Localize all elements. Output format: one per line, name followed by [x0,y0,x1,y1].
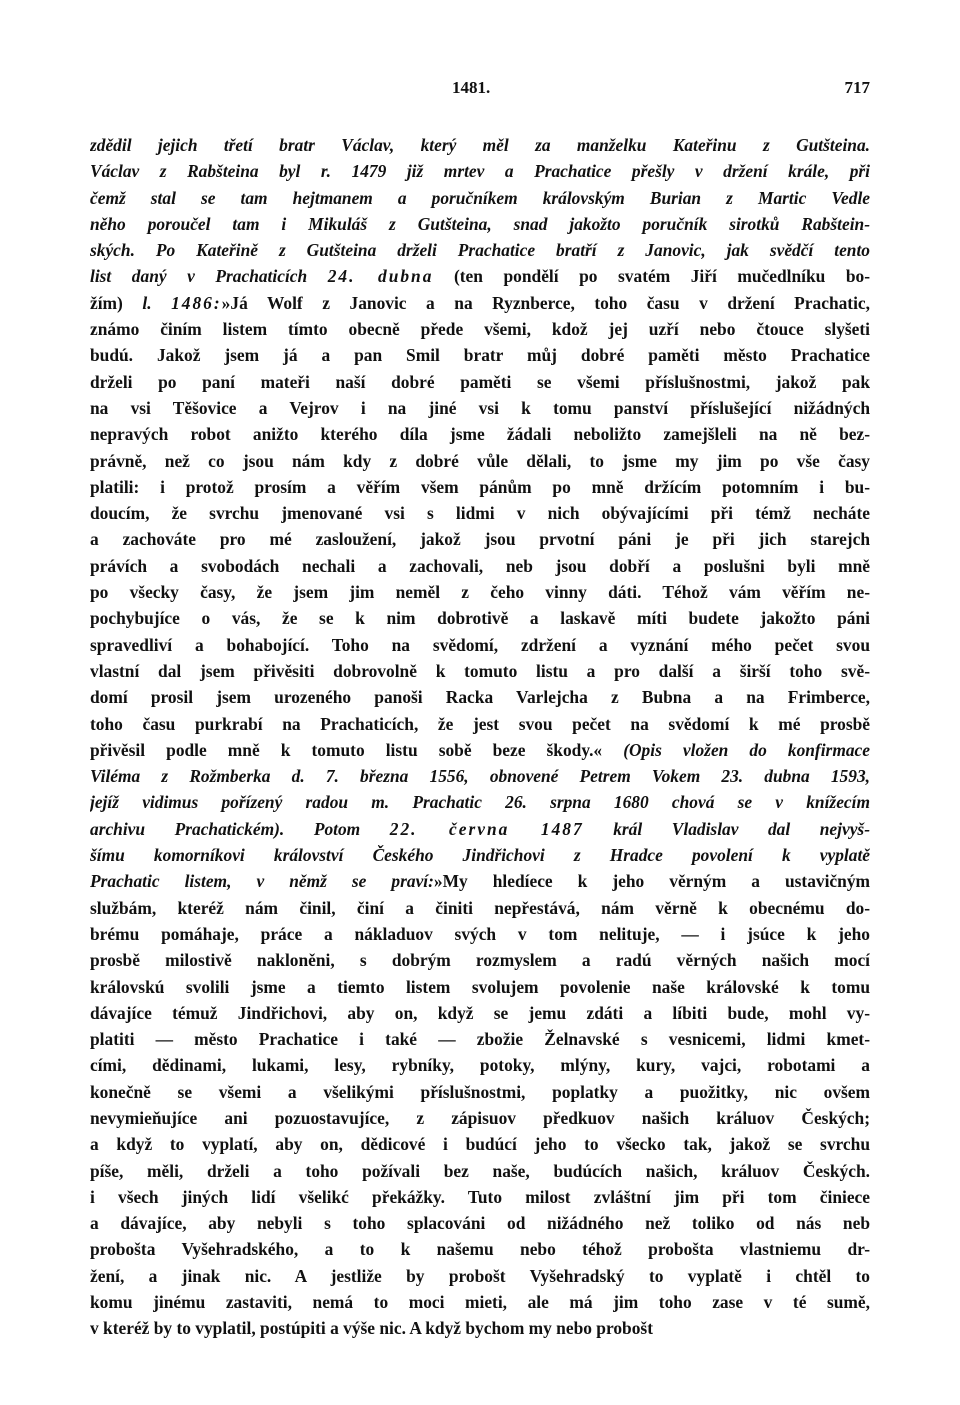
text-line [90,895,870,921]
text-line [90,1315,870,1341]
text-segment: platiti — město Prachatice i také — zbožie Želnavské s vesnicemi, lidmi kmet- [90,1029,870,1050]
text-line [90,1289,870,1315]
text-line [90,553,870,579]
text-line [90,816,870,842]
text-line [90,158,870,184]
text-line [90,421,870,447]
text-segment: šímu komorníkovi království Českého Jindřichovi z Hradce povolení k vyplatě [90,845,870,866]
text-segment: nepravých robot anižto kterého díla jsme žádali neboližto zamejšleli na ně bez- [90,424,870,445]
text-segment: cími, dědinami, lukami, lesy, rybníky, potoky, mlýny, kury, vajci, robotami a [90,1055,870,1076]
text-line [90,1105,870,1131]
text-line [90,132,870,158]
text-segment: žení, a jinak nic. A jestliže by probošt Vyšehradský to vyplatě i chtěl to [90,1265,870,1286]
text-line [90,711,870,737]
text-segment: vlastní dal jsem přivěsiti dobrovolně k tomuto listu a pro další a širší toho svě- [90,660,870,681]
text-segment: (Opis vložen do konfirmace [623,739,870,760]
text-segment: královskú svolili jsme a tiemto listem svolujem povolenie naše královské k tomu [90,976,870,997]
text-line [90,974,870,1000]
text-segment: doucím, že svrchu jmenované vsi s lidmi v nich obývajícími při témž necháte [90,503,870,524]
text-segment: budú. Jakož jsem já a pan Smil bratr můj dobré paměti město Prachatice [90,345,870,366]
text-line [90,211,870,237]
text-segment: žím) [90,292,143,313]
text-segment: komu jinému zastaviti, nemá to moci mieti, ale má jim toho zase v té sumě, [90,1292,870,1313]
body-text [90,132,870,1342]
text-segment: přivěsil podle mně k tomuto listu sobě beze škody.« [90,739,624,760]
text-segment: i všech jiných lidí všelikć překážky. Tuto milost zvláštní jim při tom činiece [90,1186,870,1207]
text-segment: Viléma z Rožmberka d. 7. března 1556, obnovené Petrem Vokem 23. dubna 1593, [90,766,870,787]
text-segment: Václav z Rabšteina byl r. 1479 již mrtev a Prachatice přešly v držení krále, při [90,161,870,182]
text-segment: Prachatic listem, v němž se praví: [90,871,434,892]
text-line [90,632,870,658]
text-segment: a zachováte pro mé zasloužení, jakož jsou prvotní páni je při jich starejch [90,529,870,550]
text-line [90,474,870,500]
text-segment: po všecky časy, že jsem jim neměl z čeho vinny dáti. Téhož vám věřím ne- [90,582,870,603]
text-segment: drželi po paní mateři naší dobré paměti se všemi příslušnostmi, jakož pak [90,371,870,392]
text-line [90,1263,870,1289]
text-segment: píše, měli, drželi a toho požívali bez naše, budúcích našich, králuov Českých. [90,1160,870,1181]
text-segment: toho času purkrabí na Prachaticích, že jest svou pečet na svědomí k mé prosbě [90,713,870,734]
text-line [90,789,870,815]
text-segment: pochybujíce o vás, že se k nim dobrotivě a laskavě míti budete jakožto páni [90,608,870,629]
text-segment: známo činím listem tímto obecně přede všemi, kdož jej uzří nebo čtouce slyšeti [90,319,870,340]
text-segment: a dávajíce, aby nebyli s toho splacováni od nižádného než toliko od nás neb [90,1213,870,1234]
text-segment: brému pomáhaje, práce a nákladuov svých v tom nelituje, — i jsúce k jeho [90,923,870,944]
text-line [90,1131,870,1157]
text-segment: právích a svobodách nechali a zachovali, neb jsou dobří a poslušni byli mně [90,555,870,576]
text-line [90,921,870,947]
text-line [90,1026,870,1052]
text-segment: zdědil jejich třetí bratr Václav, který měl za manželku Kateřinu z Gutšteina. [90,135,870,155]
text-segment: nevymieňujíce ani pozuostavujíce, z zápisuov předkuov našich králuov Českých; [90,1107,870,1128]
text-line [90,947,870,973]
text-segment: jejíž vidimus pořízený radou m. Prachatic 26. srpna 1680 chová se v knížecím [90,792,870,813]
text-line [90,842,870,868]
text-line [90,316,870,342]
text-line [90,369,870,395]
text-segment: ských. Po Kateřině z Gutšteina drželi Prachatice bratří z Janovic, jak svědčí tento [90,240,870,261]
text-line [90,1210,870,1236]
text-line [90,579,870,605]
text-line [90,605,870,631]
text-segment: 22. června 1487 [389,818,584,839]
text-line [90,237,870,263]
text-line [90,395,870,421]
text-segment: platili: i protož prosím a věřím všem pánům po mně držícím potomním i bu- [90,476,870,497]
text-line [90,448,870,474]
text-segment: a když to vyplatí, aby on, dědicové i budúcí jeho to všecko tak, jakož se svrchu [90,1134,870,1155]
text-line [90,684,870,710]
text-segment: konečně se všemi a všelikými příslušnostmi, poplatky a puožitky, nic ovšem [90,1081,870,1102]
text-line [90,342,870,368]
text-segment: právně, než co jsou nám kdy z dobré vůle dělali, to jsme my jim po vše časy [90,450,870,471]
text-segment: 24. dubna [327,266,434,287]
text-line [90,868,870,894]
text-segment: dávajíce témuž Jindřichovi, aby on, když se jemu zdáti a líbiti bude, mohl vy- [90,1002,870,1023]
text-line [90,185,870,211]
text-line [90,658,870,684]
text-line [90,526,870,552]
text-segment: archivu Prachatickém). Potom [90,818,390,839]
text-segment: prosbě milostivě nakloněni, s dobrým rozmyslem a radú věrných našich mocí [90,950,870,971]
text-segment: (ten pondělí po svatém Jiří mučedlníku bo- [433,266,870,287]
text-line [90,1236,870,1262]
text-segment: král Vladislav dal nejvyš- [583,818,870,839]
text-segment: 1486: [171,292,222,313]
running-header [90,78,870,102]
text-line [90,1000,870,1026]
text-segment: probošta Vyšehradského, a to k našemu nebo téhož probošta vlastniemu dr- [90,1239,870,1260]
text-line [90,1052,870,1078]
text-segment: spravedliví a bohabojící. Toho na svědomí, zdržení a vyznání mého pečet svou [90,634,870,655]
text-segment: něho poroučel tam i Mikuláš z Gutšteina, snad jakožto poručník sirotků Rabštein- [90,213,870,234]
text-line [90,1079,870,1105]
text-segment: »My hledíece k jeho věrným a ustavičným [433,871,870,892]
text-segment: službám, kteréž nám činil, činí a činiti nepřestává, nám věrně k obecnému do- [90,897,870,918]
text-segment: »Já Wolf z Janovic a na Ryznberce, toho času v držení Prachatic, [221,292,870,313]
text-line [90,290,870,316]
header-year: 1481. [452,78,491,97]
text-line [90,263,870,289]
text-segment: na vsi Těšovice a Vejrov i na jiné vsi k tomu panství příslušející nižádných [90,397,870,418]
text-line [90,1158,870,1184]
text-line [90,737,870,763]
text-line [90,1184,870,1210]
text-segment: l. [142,292,172,313]
text-line [90,500,870,526]
text-segment: domí prosil jsem urozeného panoši Racka Varlejcha z Bubna a na Frimberce, [90,687,870,708]
text-line [90,763,870,789]
text-segment: list daný v Prachaticích [90,266,328,287]
text-segment: čemž stal se tam hejtmanem a poručníkem královským Burian z Martic Vedle [90,187,870,208]
page-number: 717 [844,78,870,97]
text-segment: v kteréž by to vyplatil, postúpiti a výše nic. A když bychom my nebo probošt [90,1318,653,1339]
